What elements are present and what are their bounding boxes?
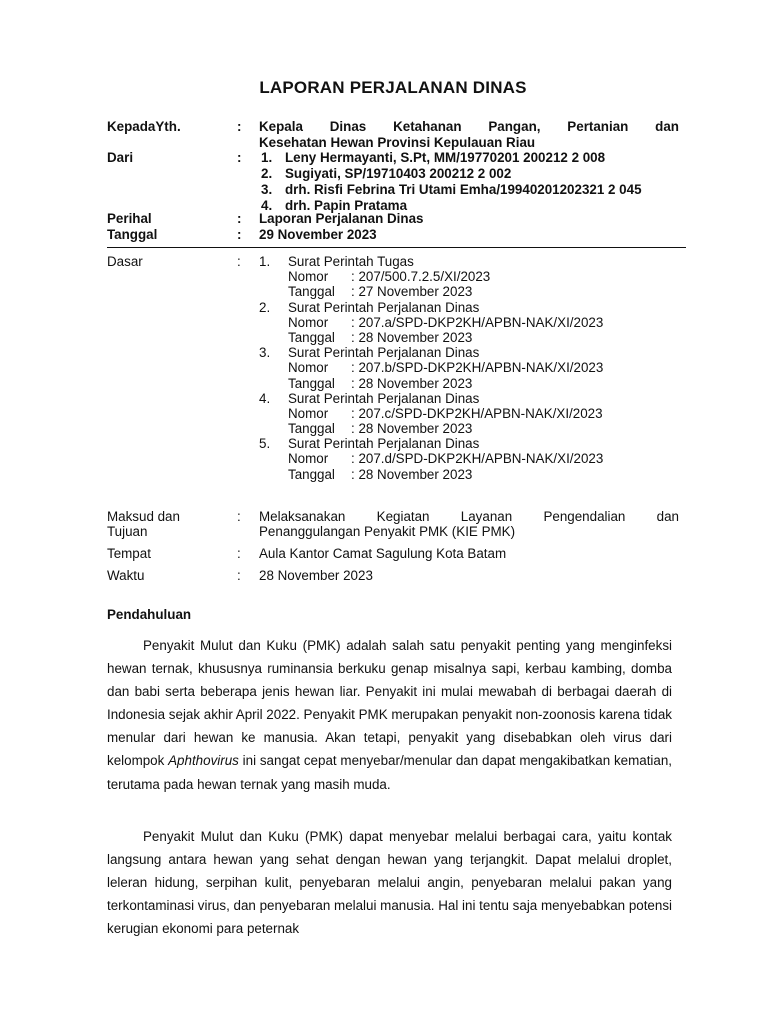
basis-nomor-label: Nomor	[288, 451, 329, 467]
basis-nomor-label: Nomor	[288, 314, 329, 330]
basis-tanggal-line	[259, 330, 679, 345]
basis-num: 3.	[259, 345, 271, 361]
basis-list	[259, 254, 679, 482]
basis-nomor-line	[259, 406, 679, 421]
basis-nomor-line	[259, 269, 679, 284]
purpose-label-line-1: Maksud dan	[107, 509, 180, 524]
basis-title: Surat Perintah Perjalanan Dinas	[288, 390, 480, 406]
date-label: Tanggal	[107, 227, 158, 242]
sender-text: Leny Hermayanti, S.Pt, MM/19770201 200212 2 008	[285, 150, 606, 165]
basis-tanggal-label: Tanggal	[288, 466, 335, 482]
basis-nomor-value: : 207.b/SPD-DKP2KH/APBN-NAK/XI/2023	[351, 360, 604, 376]
basis-item	[259, 345, 679, 391]
basis-tanggal-label: Tanggal	[288, 284, 335, 300]
basis-nomor-line	[259, 360, 679, 375]
sender-item	[261, 150, 681, 166]
recipient-line-2: Kesehatan Hewan Provinsi Kepulauan Riau	[259, 135, 536, 150]
basis-num: 5.	[259, 436, 271, 452]
recipient-label: KepadaYth.	[107, 119, 181, 134]
basis-title: Surat Perintah Perjalanan Dinas	[288, 345, 480, 361]
basis-tanggal-value: : 28 November 2023	[351, 375, 473, 391]
sender-num: 4.	[261, 198, 273, 213]
sender-item	[261, 166, 681, 182]
sender-num: 1.	[261, 150, 273, 165]
sender-label: Dari	[107, 150, 134, 165]
basis-nomor-label: Nomor	[288, 405, 329, 421]
sender-item	[261, 182, 681, 198]
basis-title: Surat Perintah Tugas	[288, 254, 414, 269]
header-divider	[107, 247, 686, 248]
basis-tanggal-value: : 28 November 2023	[351, 421, 473, 437]
basis-item	[259, 391, 679, 437]
purpose-value	[259, 509, 679, 539]
basis-label: Dasar	[107, 254, 143, 269]
basis-tanggal-line	[259, 284, 679, 299]
basis-item	[259, 300, 679, 346]
date-value: 29 November 2023	[259, 227, 377, 242]
recipient-colon: :	[237, 119, 242, 134]
basis-nomor-value: : 207.a/SPD-DKP2KH/APBN-NAK/XI/2023	[351, 314, 604, 330]
basis-tanggal-label: Tanggal	[288, 421, 335, 437]
basis-title: Surat Perintah Perjalanan Dinas	[288, 436, 480, 452]
recipient-line-1: Kepala Dinas Ketahanan Pangan, Pertanian dan	[259, 119, 679, 134]
basis-tanggal-label: Tanggal	[288, 329, 335, 345]
intro-paragraph-1-italic: Aphthovirus	[168, 753, 239, 769]
basis-nomor-line	[259, 451, 679, 466]
purpose-line-1: Melaksanakan Kegiatan Layanan Pengendalian dan	[259, 509, 679, 524]
purpose-colon: :	[237, 509, 241, 524]
basis-tanggal-line	[259, 421, 679, 436]
basis-nomor-label: Nomor	[288, 269, 329, 285]
basis-nomor-value: : 207.d/SPD-DKP2KH/APBN-NAK/XI/2023	[351, 451, 604, 467]
basis-colon: :	[237, 254, 241, 269]
basis-num: 2.	[259, 299, 271, 315]
basis-tanggal-value: : 27 November 2023	[351, 284, 473, 300]
basis-num: 1.	[259, 254, 271, 269]
intro-paragraph-1-end: ini sangat cepat menyebar/menular dan dapat mengakibatkan kematian, terutama pada hewan ternak yang masih muda.	[107, 753, 672, 792]
place-value: Aula Kantor Camat Sagulung Kota Batam	[259, 546, 507, 561]
purpose-label-line-2: Tujuan	[107, 524, 148, 540]
subject-value: Laporan Perjalanan Dinas	[259, 211, 424, 226]
basis-nomor-label: Nomor	[288, 360, 329, 376]
basis-num: 4.	[259, 390, 271, 406]
time-value: 28 November 2023	[259, 568, 373, 583]
intro-paragraph-1	[107, 634, 672, 796]
basis-tanggal-line	[259, 467, 679, 482]
intro-paragraph-2: Penyakit Mulut dan Kuku (PMK) dapat menyebar melalui berbagai cara, yaitu kontak langsung antara hewan yang sehat dengan hewan yang terjangkit. Dapat melalui droplet, leleran hidung, serpihan kulit, penyebaran melalui angin, penyebaran melalui pakan yang terkontaminasi virus, dan penyebaran melalui manusia. Hal ini tentu saja menyebabkan potensi kerugian ekonomi para peternak	[107, 829, 672, 937]
basis-nomor-value: : 207/500.7.2.5/XI/2023	[351, 269, 491, 285]
basis-item	[259, 254, 679, 300]
basis-item	[259, 436, 679, 482]
basis-nomor-value: : 207.c/SPD-DKP2KH/APBN-NAK/XI/2023	[351, 405, 603, 421]
sender-colon: :	[237, 150, 242, 165]
basis-tanggal-label: Tanggal	[288, 375, 335, 391]
date-colon: :	[237, 227, 242, 242]
basis-tanggal-line	[259, 376, 679, 391]
basis-tanggal-value: : 28 November 2023	[351, 329, 473, 345]
sender-list	[261, 150, 681, 214]
time-colon: :	[237, 568, 241, 583]
purpose-label	[107, 509, 227, 539]
subject-label: Perihal	[107, 211, 152, 226]
purpose-line-2: Penanggulangan Penyakit PMK (KIE PMK)	[259, 524, 516, 540]
document-title: LAPORAN PERJALANAN DINAS	[259, 78, 527, 97]
time-label: Waktu	[107, 568, 145, 583]
sender-num: 3.	[261, 182, 273, 197]
place-label: Tempat	[107, 546, 151, 561]
section-heading-introduction: Pendahuluan	[107, 607, 192, 622]
basis-nomor-line	[259, 315, 679, 330]
sender-text: drh. Risfi Febrina Tri Utami Emha/19940201202321 2 045	[285, 182, 642, 197]
intro-paragraph-1-start: Penyakit Mulut dan Kuku (PMK) adalah salah satu penyakit penting yang menginfeksi hewan ternak, khususnya ruminansia berkuku genap misalnya sapi, kerbau kambing, domba dan babi serta beberapa jenis hewan liar. Penyakit ini mulai mewabah di berbagai daerah di Indonesia sejak akhir April 2022. Penyakit PMK merupakan penyakit non-zoonosis karena tidak menular dari hewan ke manusia. Akan tetapi, penyakit yang disebabkan oleh virus dari kelompok	[107, 638, 672, 769]
basis-title: Surat Perintah Perjalanan Dinas	[288, 299, 480, 315]
sender-num: 2.	[261, 166, 273, 181]
sender-text: drh. Papin Pratama	[285, 198, 408, 213]
place-colon: :	[237, 546, 241, 561]
subject-colon: :	[237, 211, 242, 226]
recipient-value	[259, 119, 679, 151]
basis-tanggal-value: : 28 November 2023	[351, 466, 473, 482]
sender-text: Sugiyati, SP/19710403 200212 2 002	[285, 166, 512, 181]
